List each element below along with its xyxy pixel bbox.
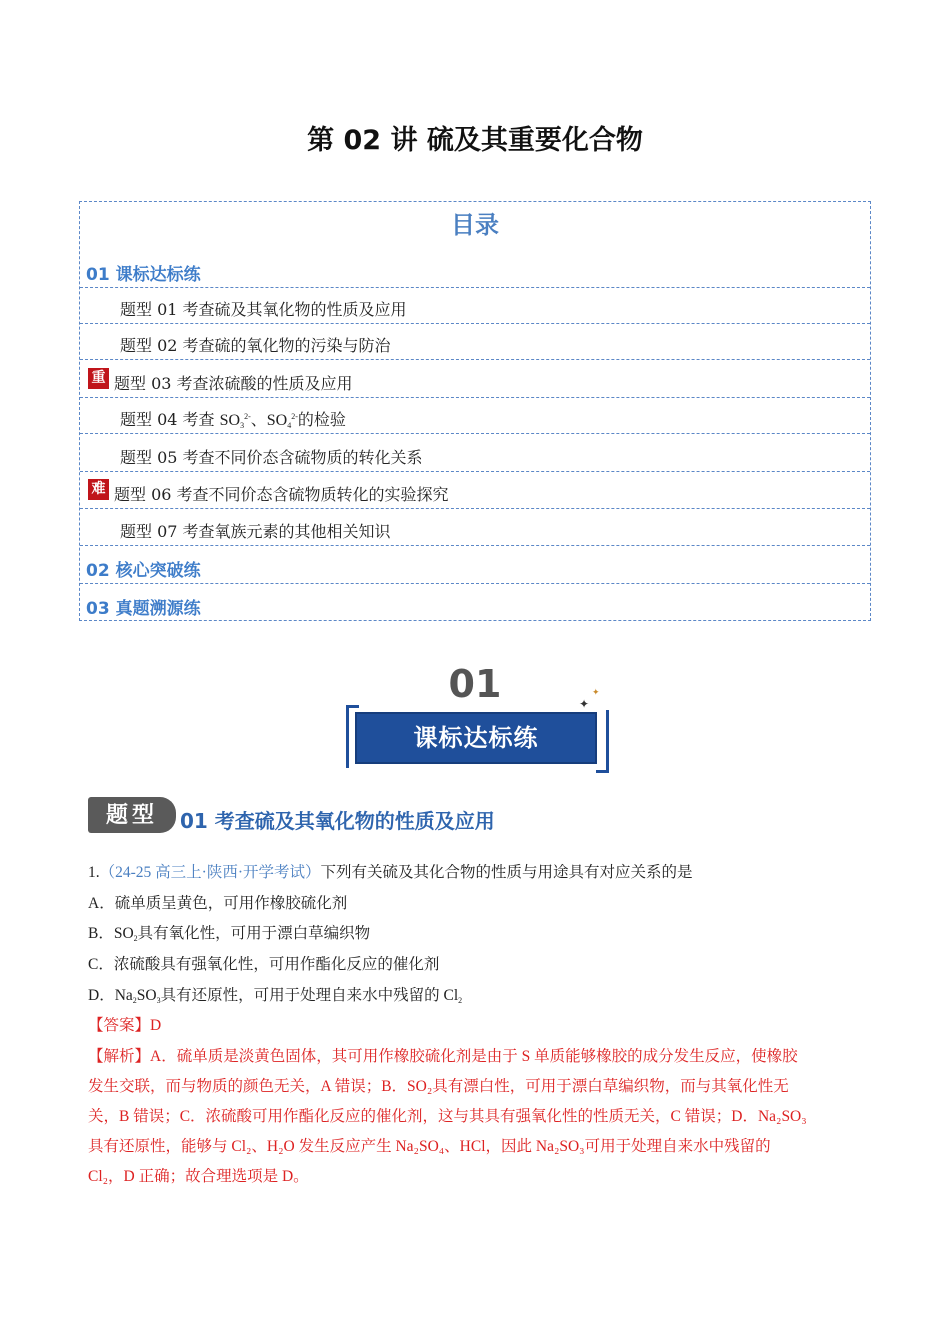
key-tag: 重 [88,368,109,389]
question-stem: 1.（24-25 高三上·陕西·开学考试）下列有关硫及其化合物的性质与用途具有对应关系的是 [88,864,693,881]
toc-item-6[interactable] [80,473,870,509]
analysis-line: 【解析】A．硫单质是淡黄色固体，其可用作橡胶硫化剂是由于 S 单质能够橡胶的成分发生反应，使橡胶 [88,1048,798,1065]
answer: 【答案】D [88,1017,162,1034]
analysis-line: 发生交联，而与物质的颜色无关，A 错误；B．SO₂具有漂白性，可用于漂白草编织物，而与其氧化性无 [88,1078,789,1095]
analysis-line: 具有还原性，能够与 Cl₂、H₂O 发生反应产生 Na₂SO₄、HCl，因此 Na₂SO₃可用于处理自来水中残留的 [88,1138,771,1155]
toc-section-2[interactable] [80,548,870,584]
page-title: 第 02 讲 硫及其重要化合物 [307,125,643,156]
toc-item-label: 题型 04 考查 $SO_3^{2-}$、$SO_4^{2-}$的检验 [120,410,346,430]
toc-item-5[interactable] [80,436,870,472]
option-b: B．$SO_2$具有氧化性，可用于漂白草编织物 [88,925,371,943]
option-a: A．硫单质呈黄色，可用作橡胶硫化剂 [88,895,348,912]
toc-heading: 目录 [451,211,499,239]
section-banner: 课标达标练 [355,712,597,764]
toc-item-label: 题型 03 考查浓硫酸的性质及应用 [114,374,353,393]
toc-section-3[interactable] [80,586,870,620]
option-d: D．$Na_2SO_3$具有还原性，可用于处理自来水中残留的 $Cl_2$ [88,987,463,1005]
toc-section-1[interactable] [80,252,870,288]
toc-item-2[interactable] [80,324,870,360]
sparkle-icon: ✦ [579,697,590,711]
toc-item-label: 题型 02 考查硫的氧化物的污染与防治 [120,336,391,355]
toc-item-1[interactable] [80,288,870,324]
toc-section-label: 01 课标达标练 [86,265,201,285]
toc-section-label: 02 核心突破练 [86,561,201,581]
analysis-line: Cl₂，D 正确；故合理选项是 D。 [88,1168,309,1185]
toc-item-label: 题型 06 考查不同价态含硫物质转化的实验探究 [114,485,449,504]
option-c: C．浓硫酸具有强氧化性，可用作酯化反应的催化剂 [88,956,440,973]
toc-item-3[interactable] [80,362,870,398]
question-source: （24-25 高三上·陕西·开学考试） [99,864,321,881]
toc-item-label: 题型 05 考查不同价态含硫物质的转化关系 [120,448,423,467]
toc-item-4[interactable] [80,398,870,434]
toc-item-label: 题型 07 考查氧族元素的其他相关知识 [120,522,391,541]
section-number: 01 [448,662,502,706]
banner-bracket-right [596,710,609,773]
toc-item-label: 题型 01 考查硫及其氧化物的性质及应用 [120,300,407,319]
toc-section-label: 03 真题溯源练 [86,599,201,619]
question-type-title: 01 考查硫及其氧化物的性质及应用 [180,809,495,833]
analysis-line: 关，B 错误；C．浓硫酸可用作酯化反应的催化剂，这与其具有强氧化性的性质无关，C 错误；D．Na₂SO₃ [88,1108,807,1125]
toc-item-7[interactable] [80,510,870,546]
difficult-tag: 难 [88,479,109,500]
sparkle-icon: ✦ [592,688,600,698]
question-type-badge: 题型 [88,797,176,833]
